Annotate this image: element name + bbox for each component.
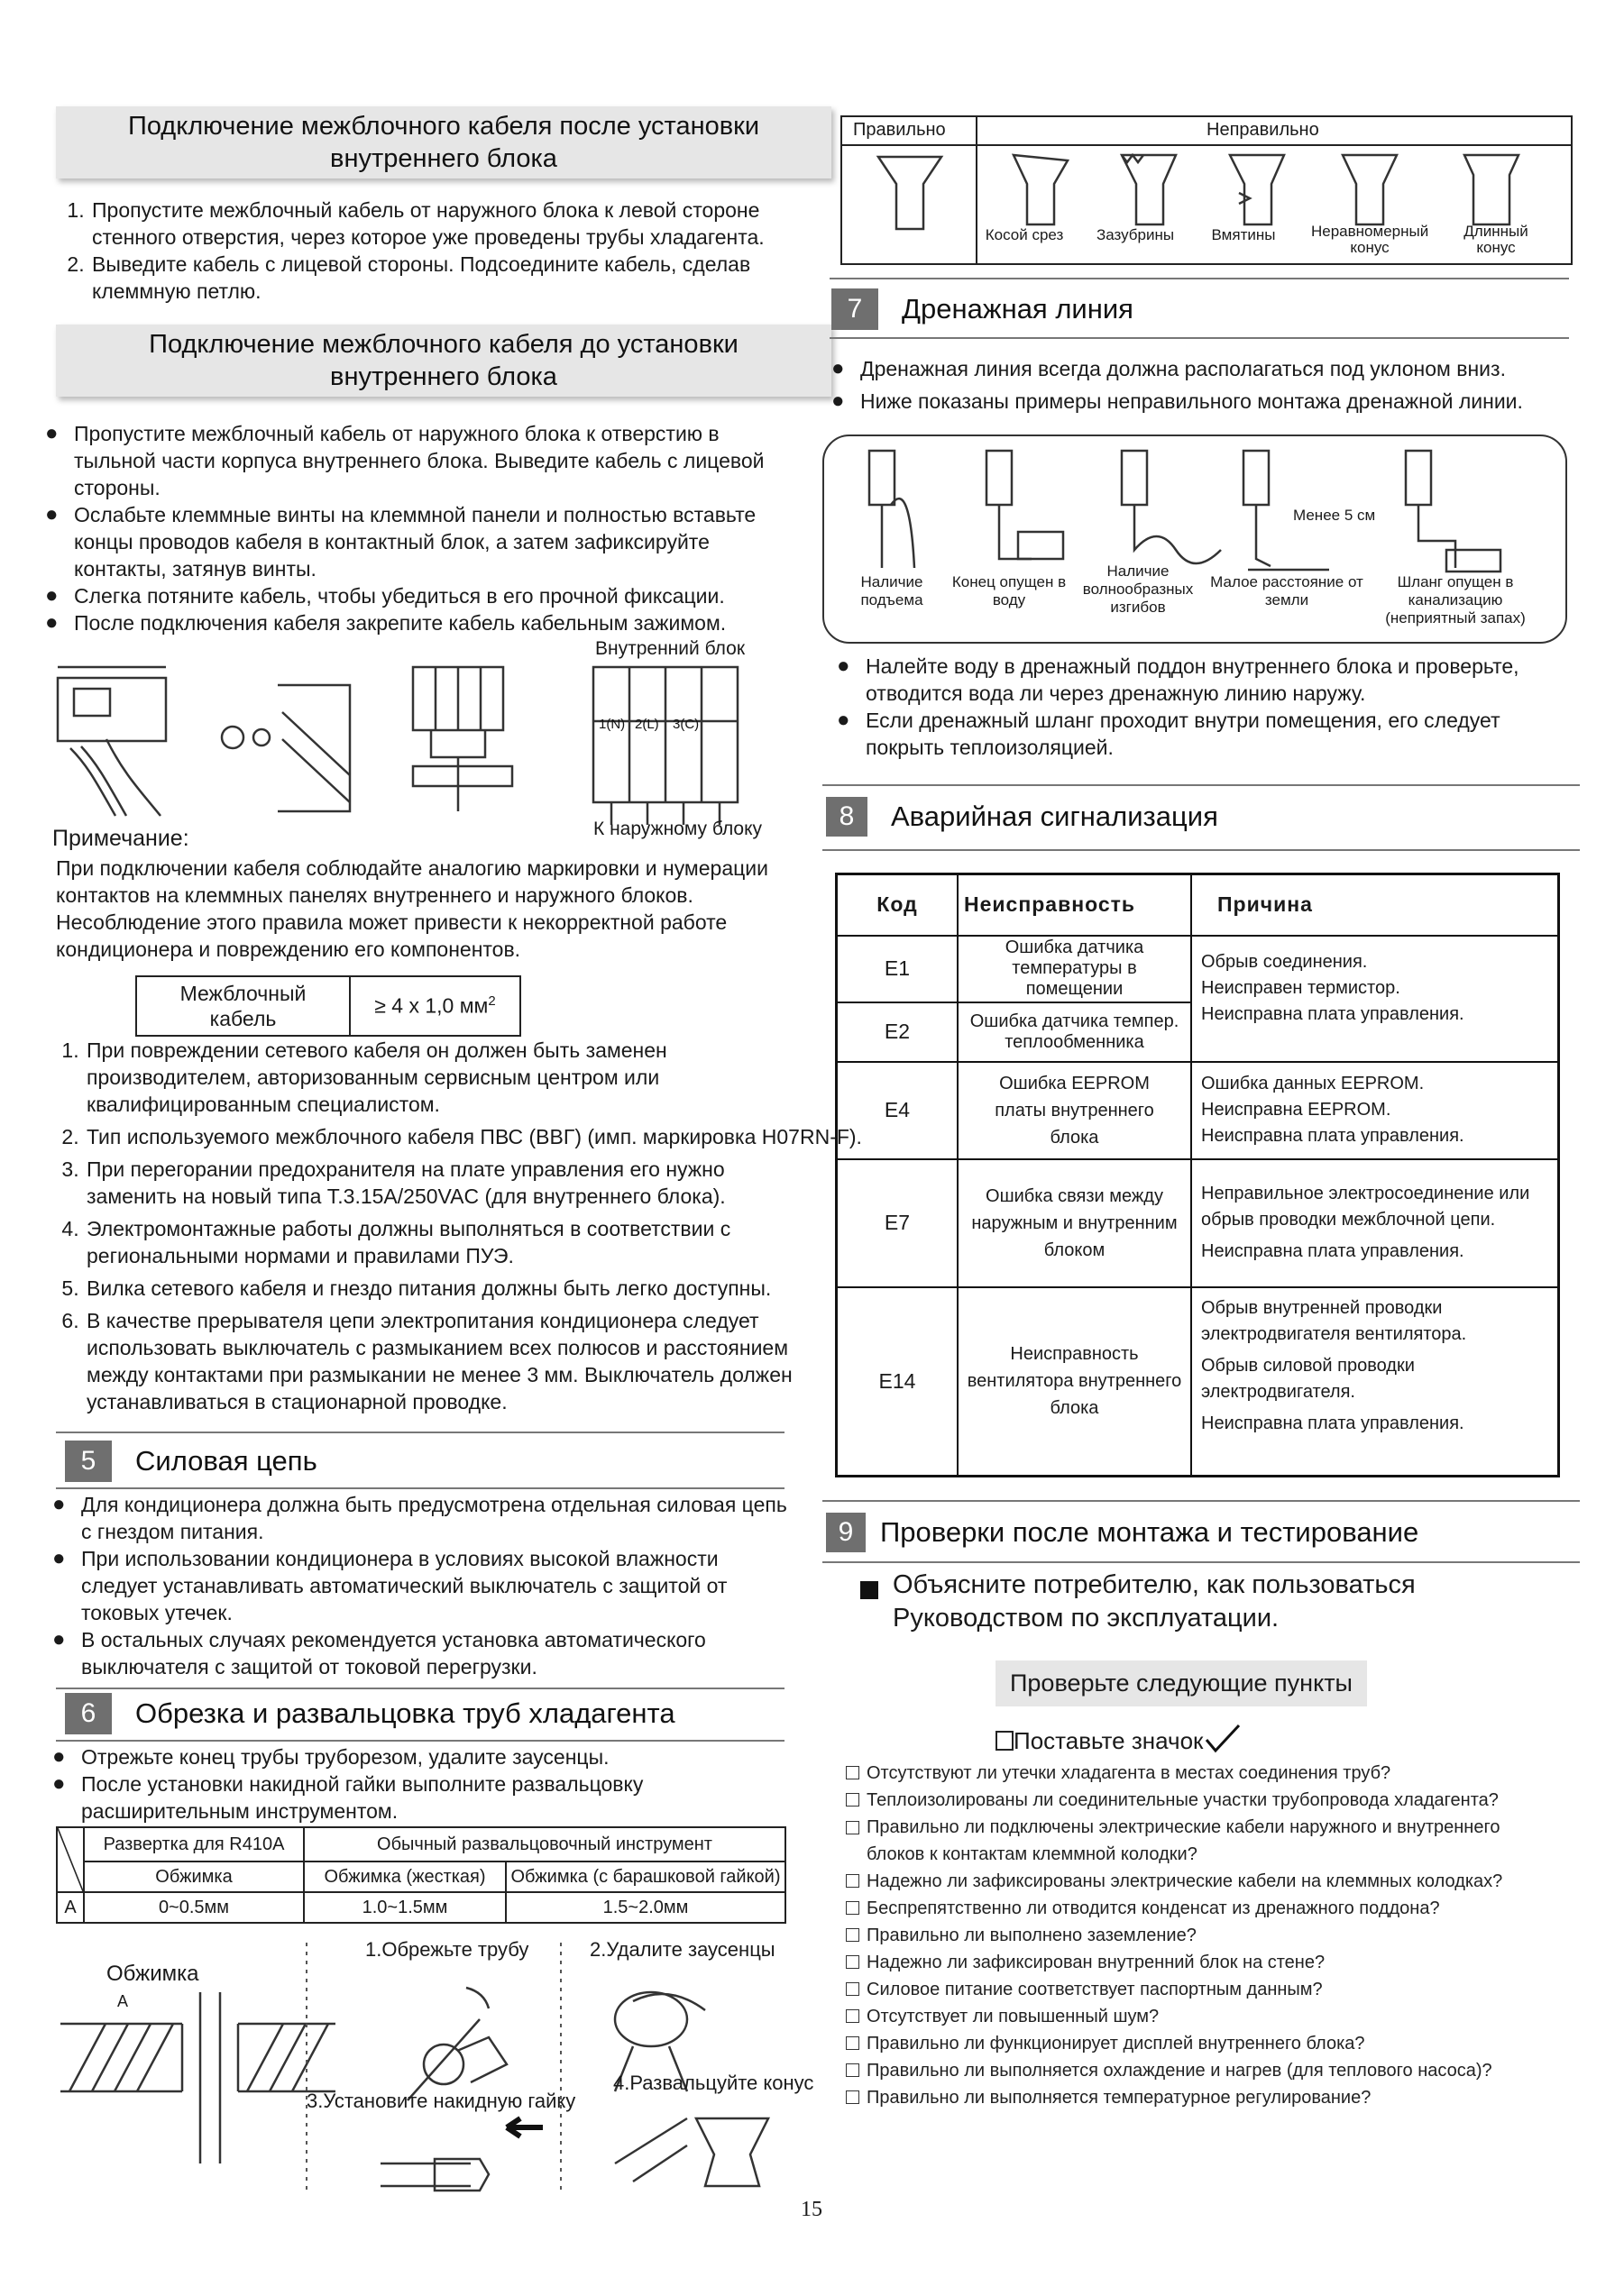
checkbox-icon	[846, 2063, 859, 2077]
list-item: ● Пропустите межблочный кабель от наружного блока к отверстию в тыльной части корпуса внутреннего блока. Выведите кабель с лицевой стороны.	[52, 420, 765, 501]
section-title: Проверки после монтажа и тестирование	[880, 1516, 1419, 1548]
divider	[830, 337, 1569, 339]
before-install-bullets	[52, 420, 765, 636]
list-item: ● В остальных случаях рекомендуется установка автоматического выключателя с защитой от токовой перегрузки.	[60, 1626, 799, 1680]
checklist-item	[846, 1922, 1549, 1949]
error-code: E7	[837, 1159, 959, 1287]
numbered-notes	[56, 1037, 878, 1415]
divider	[56, 1487, 784, 1489]
cause-line: Неисправна плата управления.	[1201, 1003, 1464, 1024]
list-item: ● Налейте воду в дренажный поддон внутреннего блока и проверьте, отводится вода ли через дренажную линию наружу.	[844, 653, 1574, 707]
drain-fault-label: Малое расстояние от земли	[1210, 573, 1363, 608]
terminal-label: 3(C)	[673, 717, 700, 732]
error-code-table	[835, 873, 1560, 1477]
list-item: ● После подключения кабеля закрепите кабель кабельным зажимом.	[52, 609, 765, 636]
list-item: 5. Вилка сетевого кабеля и гнездо питания должны быть легко доступны.	[85, 1275, 878, 1302]
drain-fault-label: Наличие волнообразных изгибов	[1082, 563, 1194, 616]
section-number: 5	[65, 1441, 112, 1482]
list-item: ● После установки накидной гайки выполните развальцовку расширительным инструментом.	[60, 1770, 808, 1825]
checkbox-icon	[846, 1955, 859, 1969]
section-9-heading	[826, 1513, 1418, 1552]
pipe-cutter-illustration	[408, 1988, 507, 2100]
flare-fault-label: Вмятины	[1211, 226, 1276, 243]
list-item: ● Для кондиционера должна быть предусмотрена отдельная силовая цепь с гнездом питания.	[60, 1491, 799, 1545]
flaring-tool-illustration	[615, 2118, 768, 2186]
indoor-unit-cable-illustration	[58, 667, 166, 816]
drain-fault-label: Наличие подъема	[860, 573, 923, 608]
checkbox-icon	[846, 1874, 859, 1888]
error-fault: Ошибка EEPROM платы внутреннего блока	[958, 1062, 1191, 1159]
list-item: 2. Выведите кабель с лицевой стороны. Подсоедините кабель, сделав клеммную петлю.	[90, 251, 812, 305]
cause-line: Неисправна плата управления.	[1201, 1241, 1464, 1261]
tick-instruction-text: Поставьте значок	[1014, 1727, 1204, 1754]
cable-table-label: Межблочный кабель	[136, 976, 350, 1036]
flare-fault-label: Длинный конус	[1463, 223, 1528, 256]
cable-table-value-text: ≥ 4 x 1,0 мм	[374, 993, 489, 1018]
outdoor-unit-label: К наружному блоку	[593, 819, 763, 839]
flare-fault-label: Зазубрины	[1096, 226, 1175, 243]
checklist-item-text: Правильно ли выполнено заземление?	[867, 1926, 1197, 1945]
cause-line: Неисправна плата управления.	[1201, 1126, 1464, 1146]
less-5cm-label: Менее 5 см	[1293, 507, 1376, 524]
checklist-item	[846, 1787, 1549, 1814]
checklist-item-text: Беспрепятственно ли отводится конденсат из дренажного поддона?	[867, 1898, 1440, 1918]
dimension-a-label: A	[117, 1992, 129, 2010]
flare-table-subheader: Обжимка (с барашковой гайкой)	[506, 1861, 785, 1892]
section-5-heading	[65, 1441, 317, 1482]
checklist-item	[846, 1868, 1549, 1895]
checklist-item	[846, 1814, 1549, 1868]
checkbox-icon	[846, 1982, 859, 1996]
section-number: 8	[826, 797, 867, 837]
checklist-item-text: Правильно ли выполняется температурное регулирование?	[867, 2088, 1372, 2108]
error-code: E14	[837, 1287, 959, 1477]
error-code: E4	[837, 1062, 959, 1159]
divider	[56, 1740, 784, 1742]
flare-table-cell: 0~0.5мм	[84, 1892, 304, 1923]
checklist-item	[846, 2030, 1549, 2057]
cable-clamp-illustration	[222, 685, 350, 811]
cable-table-sup: 2	[488, 993, 496, 1010]
checklist-item	[846, 1949, 1549, 1976]
tick-instruction	[996, 1724, 1243, 1755]
checklist-item-text: Надежно ли зафиксирован внутренний блок на стене?	[867, 1953, 1326, 1972]
list-item: ● Ослабьте клеммные винты на клеммной панели и полностью вставьте концы проводов кабеля в контактный блок, а затем зафиксируйте контакты, затянув винты.	[52, 501, 765, 582]
divider	[822, 849, 1580, 851]
explain-text: Объясните потребителю, как пользоваться Руководством по эксплуатации.	[893, 1570, 1416, 1633]
cause-line: Неисправна плата управления.	[1201, 1413, 1464, 1433]
step-3-label: 3.Установите накидную гайку	[307, 2090, 576, 2112]
checkbox-icon	[846, 1793, 859, 1807]
section-title: Аварийная сигнализация	[891, 800, 1218, 832]
section-title: Обрезка и развальцовка труб хладагента	[135, 1697, 675, 1729]
check-items-button: Проверьте следующие пункты	[996, 1660, 1367, 1706]
checklist-item-text: Правильно ли функционирует дисплей внутреннего блока?	[867, 2034, 1365, 2054]
error-fault: Ошибка связи между наружным и внутренним блоком	[958, 1159, 1191, 1287]
cause-line: Обрыв внутренней проводки электродвигателя вентилятора.	[1201, 1297, 1467, 1344]
checkbox-icon	[846, 1766, 859, 1779]
table-header: Неисправность	[958, 874, 1191, 936]
error-cause	[1191, 936, 1559, 1062]
flare-correct-label: Правильно	[853, 120, 946, 140]
cause-line: Неправильное электросоединение или обрыв проводки межблочной цепи.	[1201, 1184, 1530, 1230]
flare-table-cell: 1.5~2.0мм	[506, 1892, 785, 1923]
section-title: Силовая цепь	[135, 1445, 317, 1477]
checklist	[846, 1760, 1549, 2111]
checklist-item-text: Отсутствует ли повышенный шум?	[867, 2007, 1160, 2026]
flare-table-subheader: Обжимка	[84, 1861, 304, 1892]
flare-table-corner	[57, 1827, 84, 1892]
flare-shapes	[842, 148, 1571, 234]
cause-line: Обрыв соединения.	[1201, 951, 1368, 972]
list-item: ● При использовании кондиционера в условиях высокой влажности следует устанавливать автоматический выключатель с защитой от токовых утечек.	[60, 1545, 799, 1626]
drain-sewer-illustration	[1406, 451, 1500, 572]
section-7-bullets-2	[844, 653, 1574, 761]
list-item: 1. При повреждении сетевого кабеля он должен быть заменен производителем, авторизованным сервисным центром или квалифицированным специалистом.	[85, 1037, 799, 1118]
drain-illustrations	[824, 442, 1565, 577]
page-number: 15	[801, 2198, 822, 2221]
table-header: Код	[837, 874, 959, 936]
checkbox-icon	[846, 2009, 859, 2023]
header-before-install: Подключение межблочного кабеля до установки внутреннего блока	[56, 325, 831, 397]
error-code: E1	[837, 936, 959, 1002]
error-fault: Неисправность вентилятора внутреннего блока	[958, 1287, 1191, 1477]
divider	[56, 1688, 784, 1689]
indoor-unit-label: Внутренний блок	[595, 638, 746, 659]
after-install-steps	[61, 197, 812, 305]
cause-line: Обрыв силовой проводки электродвигателя.	[1201, 1355, 1415, 1402]
list-item: 6. В качестве прерывателя цепи электропитания кондиционера следует использовать выключатель с размыканием всех полюсов и расстоянием между контактами при размыкании не менее 3 мм. Выключатель должен устанавливаться в стационарной проводке.	[85, 1307, 799, 1415]
section-title: Дренажная линия	[902, 293, 1133, 325]
checkbox-icon	[846, 2036, 859, 2050]
checkbox-icon	[846, 1901, 859, 1915]
divider	[830, 278, 1569, 279]
divider	[822, 784, 1580, 786]
list-item: 2. Тип используемого межблочного кабеля ПВС (ВВГ) (имп. маркировка H07RN-F).	[85, 1123, 878, 1150]
flare-table-cell: 1.0~1.5мм	[304, 1892, 506, 1923]
note-title: Примечание:	[52, 826, 189, 851]
section-7-bullets	[839, 355, 1578, 415]
checklist-item	[846, 1976, 1549, 2003]
flare-fault-label: Косой срез	[985, 226, 1064, 243]
error-cause	[1191, 1287, 1559, 1477]
checklist-item	[846, 2084, 1549, 2111]
section-number: 9	[826, 1513, 866, 1552]
table-header: Причина	[1191, 874, 1559, 936]
step-4-label: 4.Развальцуйте конус	[613, 2072, 814, 2094]
note-text: При подключении кабеля соблюдайте аналогию маркировки и нумерации контактов на клеммных панелях внутреннего и наружного блоков. Несоблюдение этого правила может привести к некорректной работе кондиционера и повреждению его компонентов.	[56, 856, 768, 961]
list-item: 1. Пропустите межблочный кабель от наружного блока к левой стороне стенного отверстия, через которое уже проведены трубы хладагента.	[90, 197, 812, 251]
terminal-label: 1(N)	[599, 717, 626, 732]
section-6-bullets	[60, 1743, 808, 1825]
drain-rise-illustration	[869, 451, 914, 568]
checklist-item	[846, 2003, 1549, 2030]
checkbox-icon	[846, 1928, 859, 1942]
drain-fault-label: Конец опущен в воду	[951, 573, 1067, 608]
flare-fault-label: Неравномерный конус	[1311, 223, 1429, 256]
cause-line: Неисправен термистор.	[1201, 977, 1400, 998]
checkbox-icon	[846, 2090, 859, 2104]
wiring-figures	[52, 631, 792, 847]
section-6-heading	[65, 1693, 675, 1734]
error-fault: Ошибка датчика темпер. теплообменника	[958, 1002, 1191, 1062]
cause-line: Ошибка данных EEPROM.	[1201, 1074, 1425, 1093]
section-8-heading	[826, 797, 1218, 837]
terminal-block-small	[413, 667, 512, 811]
list-item: 3. При перегорании предохранителя на плате управления его нужно заменить на новый типа Т.3.15A/250VAC (для внутреннего блока).	[85, 1156, 799, 1210]
divider	[822, 1500, 1580, 1502]
section-7-heading	[831, 288, 1133, 330]
list-item: ● Отрежьте конец трубы труборезом, удалите заусенцы.	[60, 1743, 808, 1770]
list-item: 4. Электромонтажные работы должны выполняться в соответствии с региональными нормами и правилами ПУЭ.	[85, 1215, 799, 1269]
checklist-item-text: Отсутствуют ли утечки хладагента в местах соединения труб?	[867, 1763, 1391, 1783]
checklist-item-text: Правильно ли подключены электрические кабели наружного и внутреннего блоков к контактам клеммной колодки?	[867, 1817, 1500, 1864]
list-item: ● Слегка потяните кабель, чтобы убедиться в его прочной фиксации.	[52, 582, 765, 609]
checkbox-icon	[996, 1731, 1014, 1751]
section-number: 6	[65, 1693, 112, 1734]
error-cause	[1191, 1062, 1559, 1159]
divider	[822, 1561, 1580, 1563]
checklist-item-text: Теплоизолированы ли соединительные участки трубопровода хладагента?	[867, 1790, 1499, 1810]
check-mark-icon	[1203, 1724, 1243, 1754]
terminal-label: 2(L)	[635, 717, 659, 732]
checklist-item-text: Надежно ли зафиксированы электрические кабели на клеммных колодках?	[867, 1871, 1503, 1891]
clamp-label: Обжимка	[106, 1962, 199, 1986]
section-5-bullets	[60, 1491, 799, 1680]
step-1-label: 1.Обрежьте трубу	[365, 1938, 529, 1961]
square-bullet-icon	[860, 1581, 878, 1599]
checklist-item	[846, 1895, 1549, 1922]
list-item: ● Если дренажный шланг проходит внутри помещения, его следует покрыть теплоизоляцией.	[844, 707, 1574, 761]
checklist-item	[846, 1760, 1549, 1787]
flare-table	[56, 1826, 786, 1924]
list-item: ● Дренажная линия всегда должна располагаться под уклоном вниз.	[839, 355, 1578, 382]
error-cause	[1191, 1159, 1559, 1287]
checklist-item	[846, 2057, 1549, 2084]
clamp-illustration	[60, 1992, 335, 2163]
section-number: 7	[831, 288, 878, 330]
flare-table-header: Развертка для R410A	[84, 1827, 304, 1861]
drain-examples-panel	[822, 435, 1567, 644]
drain-wavy-illustration	[1122, 451, 1221, 563]
drain-fault-label: Шланг опущен в канализацию (неприятный запах)	[1385, 573, 1526, 627]
flare-table-subheader: Обжимка (жесткая)	[304, 1861, 506, 1892]
list-item: ● Ниже показаны примеры неправильного монтажа дренажной линии.	[839, 388, 1578, 415]
drain-in-water-illustration	[986, 451, 1063, 559]
flare-check-table	[840, 115, 1573, 265]
error-fault: Ошибка датчика температуры в помещении	[958, 936, 1191, 1002]
cable-table	[135, 975, 521, 1037]
divider	[56, 1432, 784, 1433]
step-2-label: 2.Удалите заусенцы	[590, 1938, 775, 1961]
cable-table-value	[350, 976, 520, 1036]
flare-nut-illustration	[381, 2118, 543, 2191]
checkbox-icon	[846, 1821, 859, 1834]
header-after-install: Подключение межблочного кабеля после установки внутреннего блока	[56, 106, 831, 178]
flare-incorrect-label: Неправильно	[1207, 120, 1319, 140]
flare-header-line	[842, 144, 1571, 146]
flare-table-header: Обычный развальцовочный инструмент	[304, 1827, 785, 1861]
terminal-block-large	[593, 667, 738, 825]
checklist-item-text: Силовое питание соответствует паспортным данным?	[867, 1980, 1323, 1999]
error-code: E2	[837, 1002, 959, 1062]
checklist-item-text: Правильно ли выполняется охлаждение и нагрев (для теплового насоса)?	[867, 2061, 1492, 2081]
flare-table-row-label: A	[57, 1892, 84, 1923]
cause-line: Неисправна EEPROM.	[1201, 1100, 1391, 1120]
